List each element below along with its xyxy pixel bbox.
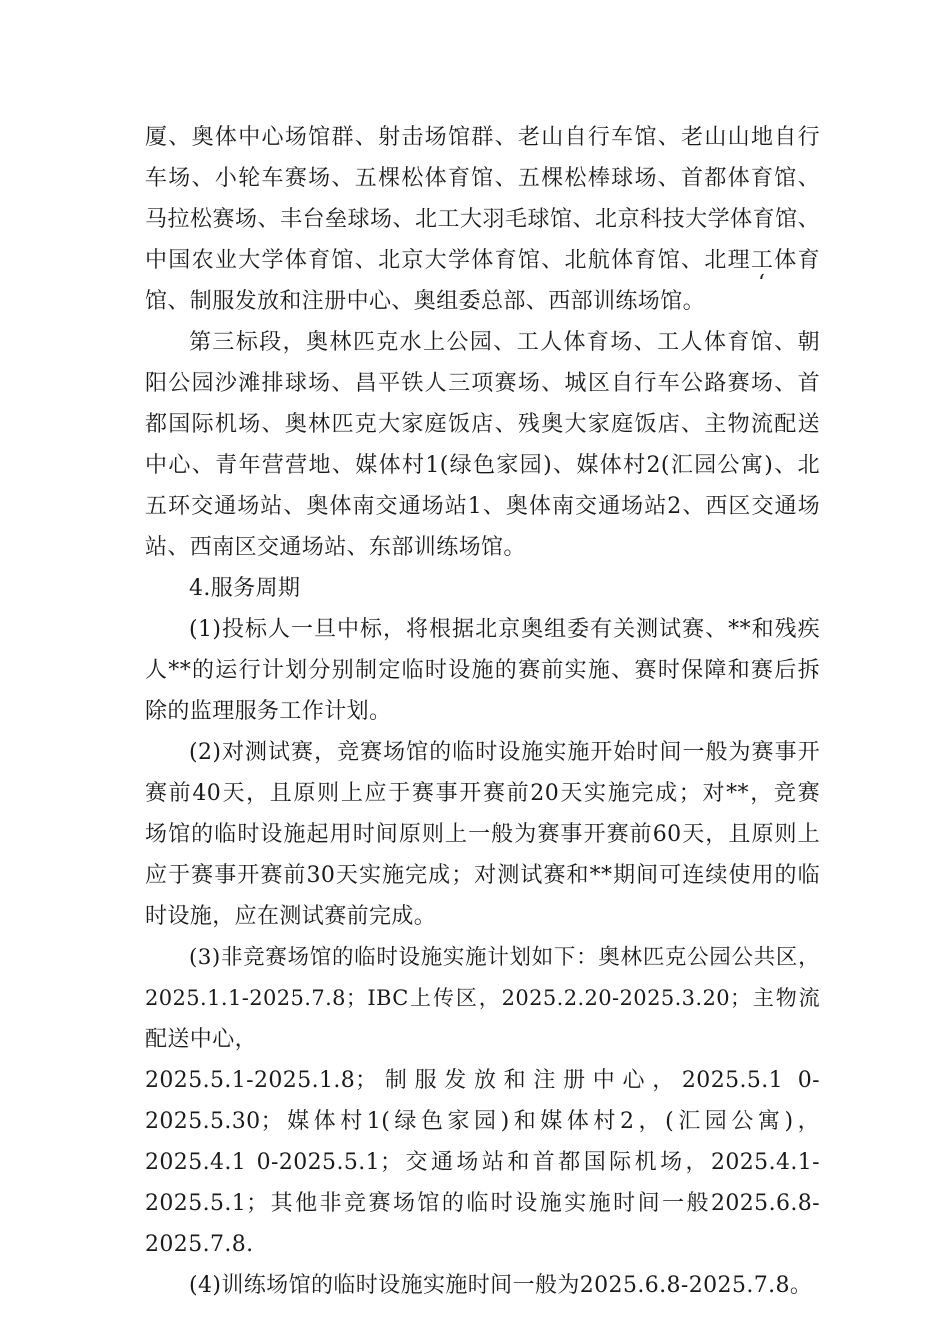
text-line-21: (3)非竞赛场馆的临时设施实施计划如下：奥林匹克公园公共区， [189,945,820,970]
text-line-1: 厦、奥体中心场馆群、射击场馆群、老山自行车馆、老山山地自行 [145,125,820,150]
text-line-4: 中国农业大学体育馆、北京大学体育馆、北航体育馆、北理工体育 [145,248,820,273]
text-line-29: (4)训练场馆的临时设施实施时间一般为2025.6.8-2025.7.8。 [189,1273,813,1298]
text-line-20: 时设施，应在测试赛前完成。 [145,904,437,929]
text-line-11: 站、西南区交通场站、东部训练场馆。 [145,535,526,560]
text-line-13: (1)投标人一旦中标，将根据北京奥组委有关测试赛、**和残疾 [189,617,820,642]
text-line-19: 应于赛事开赛前30天实施完成；对测试赛和**期间可连续使用的临 [145,863,820,888]
text-line-8: 都国际机场、奥林匹克大家庭饭店、残奥大家庭饭店、主物流配送 [145,412,820,437]
stray-quote-mark: ‘ [758,271,765,296]
text-line-23: 配送中心， [145,1027,258,1052]
text-line-18: 场馆的临时设施起用时间原则上一般为赛事开赛前60天，且原则上 [145,822,820,847]
text-line-7: 阳公园沙滩排球场、昌平铁人三项赛场、城区自行车公路赛场、首 [145,371,820,396]
text-line-22: 2025.1.1-2025.7.8；IBC上传区，2025.2.20-2025.3.20；主物流 [145,986,820,1010]
text-line-6: 第三标段，奥林匹克水上公园、工人体育场、工人体育馆、朝 [189,330,820,355]
text-line-26: 2025.4.1 0-2025.5.1；交通场站和首都国际机场，2025.4.1- [145,1150,820,1175]
text-line-16: (2)对测试赛，竞赛场馆的临时设施实施开始时间一般为赛事开 [189,740,820,765]
document-body [145,117,820,1306]
text-line-9: 中心、青年营营地、媒体村1(绿色家园)、媒体村2(汇园公寓)、北 [145,453,820,478]
text-line-28: 2025.7.8. [145,1232,254,1257]
text-line-5: 馆、制服发放和注册中心、奥组委总部、西部训练场馆。 [145,289,706,314]
text-line-14: 人**的运行计划分别制定临时设施的赛前实施、赛时保障和赛后拆 [145,658,820,683]
text-line-2: 车场、小轮车赛场、五棵松体育馆、五棵松棒球场、首都体育馆、 [145,166,820,191]
text-line-15: 除的监理服务工作计划。 [145,699,392,724]
section-heading: 4.服务周期 [189,576,301,601]
text-line-3: 马拉松赛场、丰台垒球场、北工大羽毛球馆、北京科技大学体育馆、 [145,207,820,232]
text-line-17: 赛前40天，且原则上应于赛事开赛前20天实施完成；对**，竞赛 [145,781,820,806]
text-line-10: 五环交通场站、奥体南交通场站1、奥体南交通场站2、西区交通场 [145,494,820,519]
text-line-25: 2025.5.30；媒体村1(绿色家园)和媒体村2，(汇园公寓)， [145,1109,820,1134]
text-line-27: 2025.5.1；其他非竞赛场馆的临时设施实施时间一般2025.6.8- [145,1191,820,1216]
text-line-24: 2025.5.1-2025.1.8；制服发放和注册中心，2025.5.1 0- [145,1068,820,1093]
